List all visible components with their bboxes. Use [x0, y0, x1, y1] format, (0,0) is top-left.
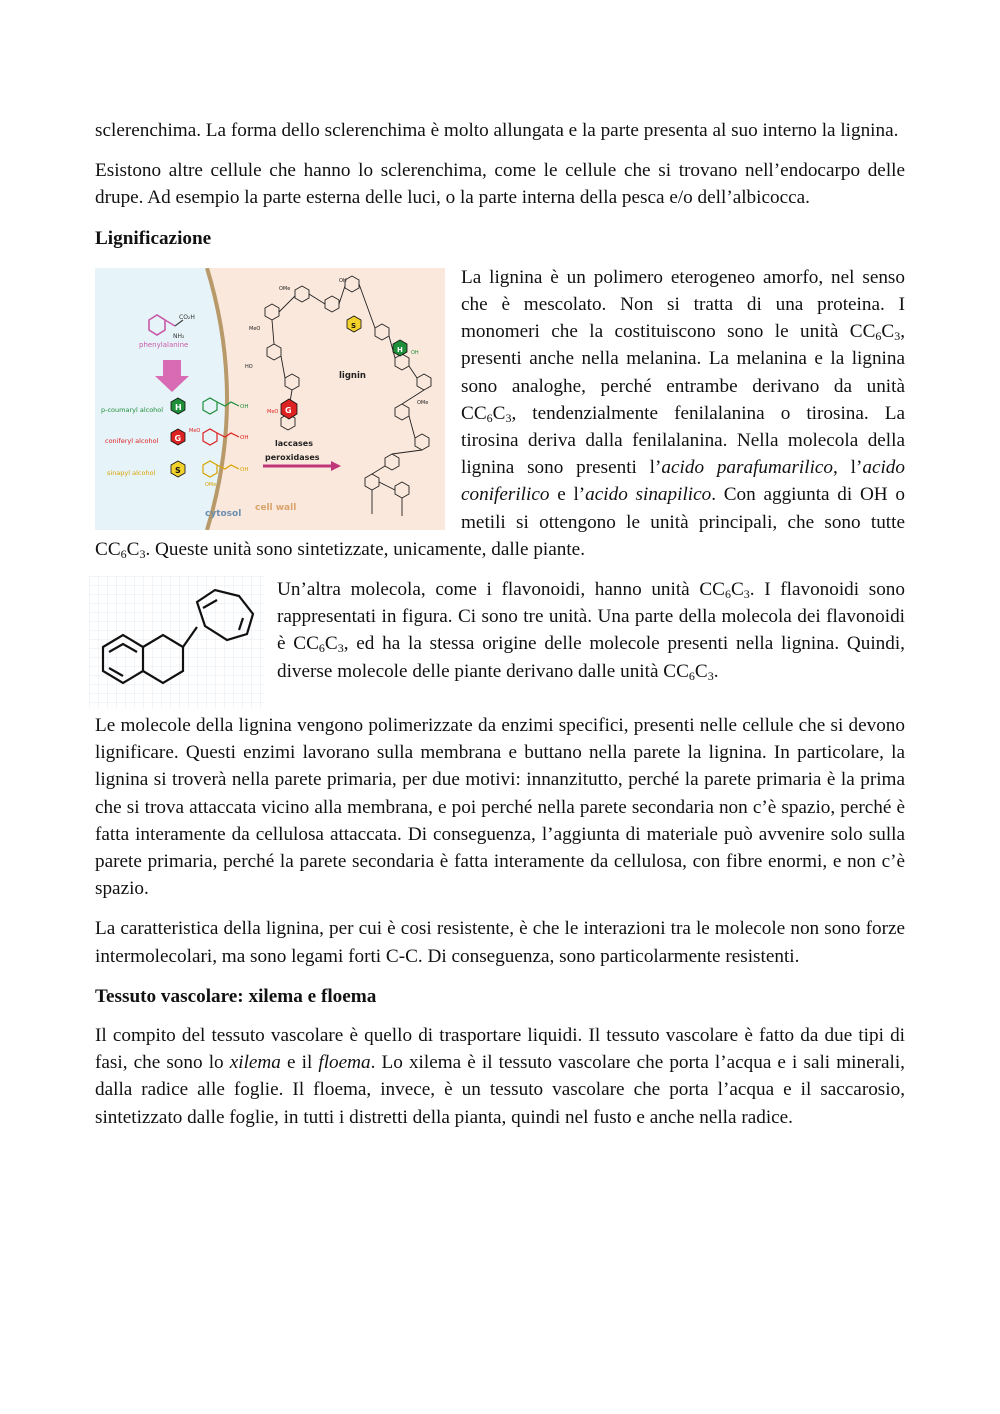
svg-text:MeO: MeO [267, 408, 279, 415]
lignin-biosynthesis-figure [95, 268, 445, 530]
cell-wall-label: cell wall [255, 502, 297, 513]
flavonoid-diagram [89, 576, 265, 708]
svg-text:G: G [285, 405, 292, 415]
paragraph-resistenza: La caratteristica della lignina, per cui è cosi resistente, è che le interazioni tra le molecole non sono forze intermolecolari, ma sono legami forti C-C. Di conseguenza, sono particolarmente resistenti. [95, 918, 905, 967]
peroxidases-label: peroxidases [265, 452, 320, 462]
svg-text:S: S [175, 465, 181, 475]
heading-lignificazione: Lignificazione [95, 227, 212, 249]
cytosol-label: cytosol [205, 508, 242, 519]
flavonoid-structure-figure [89, 576, 265, 708]
svg-text:OH: OH [240, 403, 249, 410]
paragraph-lignina: La lignina è un polimero eterogeneo amorfo, nel senso che è mescolato. Non si tratta di una proteina. I monomeri che la costituiscono sono le unità $CC_6C_3$, presenti anche nella melanina. La melanina e la lignina sono analoghe, perché entrambe derivano da unità $CC_6C_3$, tendenzialmente fenilalanina o tirosina. La tirosina deriva dalla fenilalanina. Nella molecola della lignina sono presenti l’acido parafumarilico, l’acido coniferilico e l’acido sinapilico. Con aggiunta di OH o metili si ottengono le unità principali, che sono tutte $CC_6C_3$. Queste unità sono sintetizzate, unicamente, dalle piante. [95, 266, 905, 561]
svg-text:OMe: OMe [279, 285, 291, 292]
paragraph-drupe: Esistono altre cellule che hanno lo sclerenchima, come le cellule che si trovano nell’endocarpo delle drupe. Ad esempio la parte esterna delle luci, o la parte interna della pesca e/o dell’albicocca. [95, 160, 905, 209]
lignin-label: lignin [339, 370, 366, 381]
xilema-term: xilema [229, 1052, 281, 1074]
heading-tessuto-vascolare: Tessuto vascolare: xilema e floema [95, 985, 377, 1007]
cooh-label: CO₂H [179, 313, 195, 321]
sinapyl-label: sinapyl alcohol [107, 468, 156, 477]
svg-text:OH: OH [240, 466, 249, 473]
svg-text:H: H [397, 345, 403, 354]
svg-text:H: H [175, 402, 182, 412]
acido-parafumarilico-term: acido parafumarilico [661, 457, 834, 479]
coniferyl-label: coniferyl alcohol [105, 436, 159, 445]
paragraph-tessuto-vascolare: Il compito del tessuto vascolare è quello di trasportare liquidi. Il tessuto vascolare è fatto da due tipi di fasi, che sono lo xilema e il floema. Lo xilema è il tessuto vascolare che porta l’acqua e i sali minerali, dalla radice alle foglie. Il floema, invece, è un tessuto vascolare che porta l’acqua e il saccarosio, sintetizzato dalle foglie, in tutti i distretti della pianta, quindi nel fusto e anche nella radice. [95, 1025, 905, 1128]
acido-sinapilico-term: acido sinapilico [585, 484, 712, 506]
svg-text:OH: OH [339, 277, 347, 284]
laccases-label: laccases [275, 438, 313, 448]
svg-text:MeO: MeO [189, 427, 201, 434]
nh2-label: NH₂ [173, 332, 185, 340]
svg-text:OH: OH [240, 434, 249, 441]
document-page [95, 117, 905, 1144]
lignin-diagram [95, 268, 445, 530]
paragraph-sclerenchima: sclerenchima. La forma dello sclerenchima è molto allungata e la parte presenta al suo interno la lignina. [95, 120, 899, 141]
svg-text:OMe: OMe [205, 481, 217, 488]
svg-text:HO: HO [245, 363, 253, 370]
svg-text:S: S [351, 321, 357, 330]
p-coumaryl-label: p-coumaryl alcohol [101, 405, 164, 414]
svg-text:G: G [174, 433, 182, 443]
paragraph-flavonoidi: Un’altra molecola, come i flavonoidi, hanno unità $CC_6C_3$. I flavonoidi sono rappresentati in figura. Ci sono tre unità. Una parte della molecola dei flavonoidi è $CC_6C_3$, ed ha la stessa origine delle molecole presenti nella lignina. Quindi, diverse molecole delle piante derivano dalle unità $CC_6C_3$. [277, 579, 905, 683]
paragraph-polimerizzazione: Le molecole della lignina vengono polimerizzate da enzimi specifici, presenti nelle cellule che si devono lignificare. Questi enzimi lavorano sulla membrana e buttano nella parete la lignina. In particolare, la lignina si troverà nella parete primaria, per due motivi: innanzitutto, perché la parete primaria è la prima che si trova attaccata vicino alla membrana, e poi perché nella parete secondaria non c’è spazio, perché è fatta interamente da cellulosa attaccata. Di conseguenza, l’aggiunta di materiale può avvenire solo sulla parete primaria, perché la parete secondaria è fatta interamente da cellulosa, con fibre enormi, e non c’è spazio. [95, 715, 905, 900]
svg-text:OMe: OMe [417, 399, 429, 406]
phenylalanine-label: phenylalanine [139, 340, 189, 349]
svg-text:OH: OH [411, 349, 419, 356]
floema-term: floema [318, 1052, 371, 1074]
acido-coniferilico-term: acido coniferilico [461, 457, 905, 506]
svg-text:MeO: MeO [249, 325, 261, 332]
